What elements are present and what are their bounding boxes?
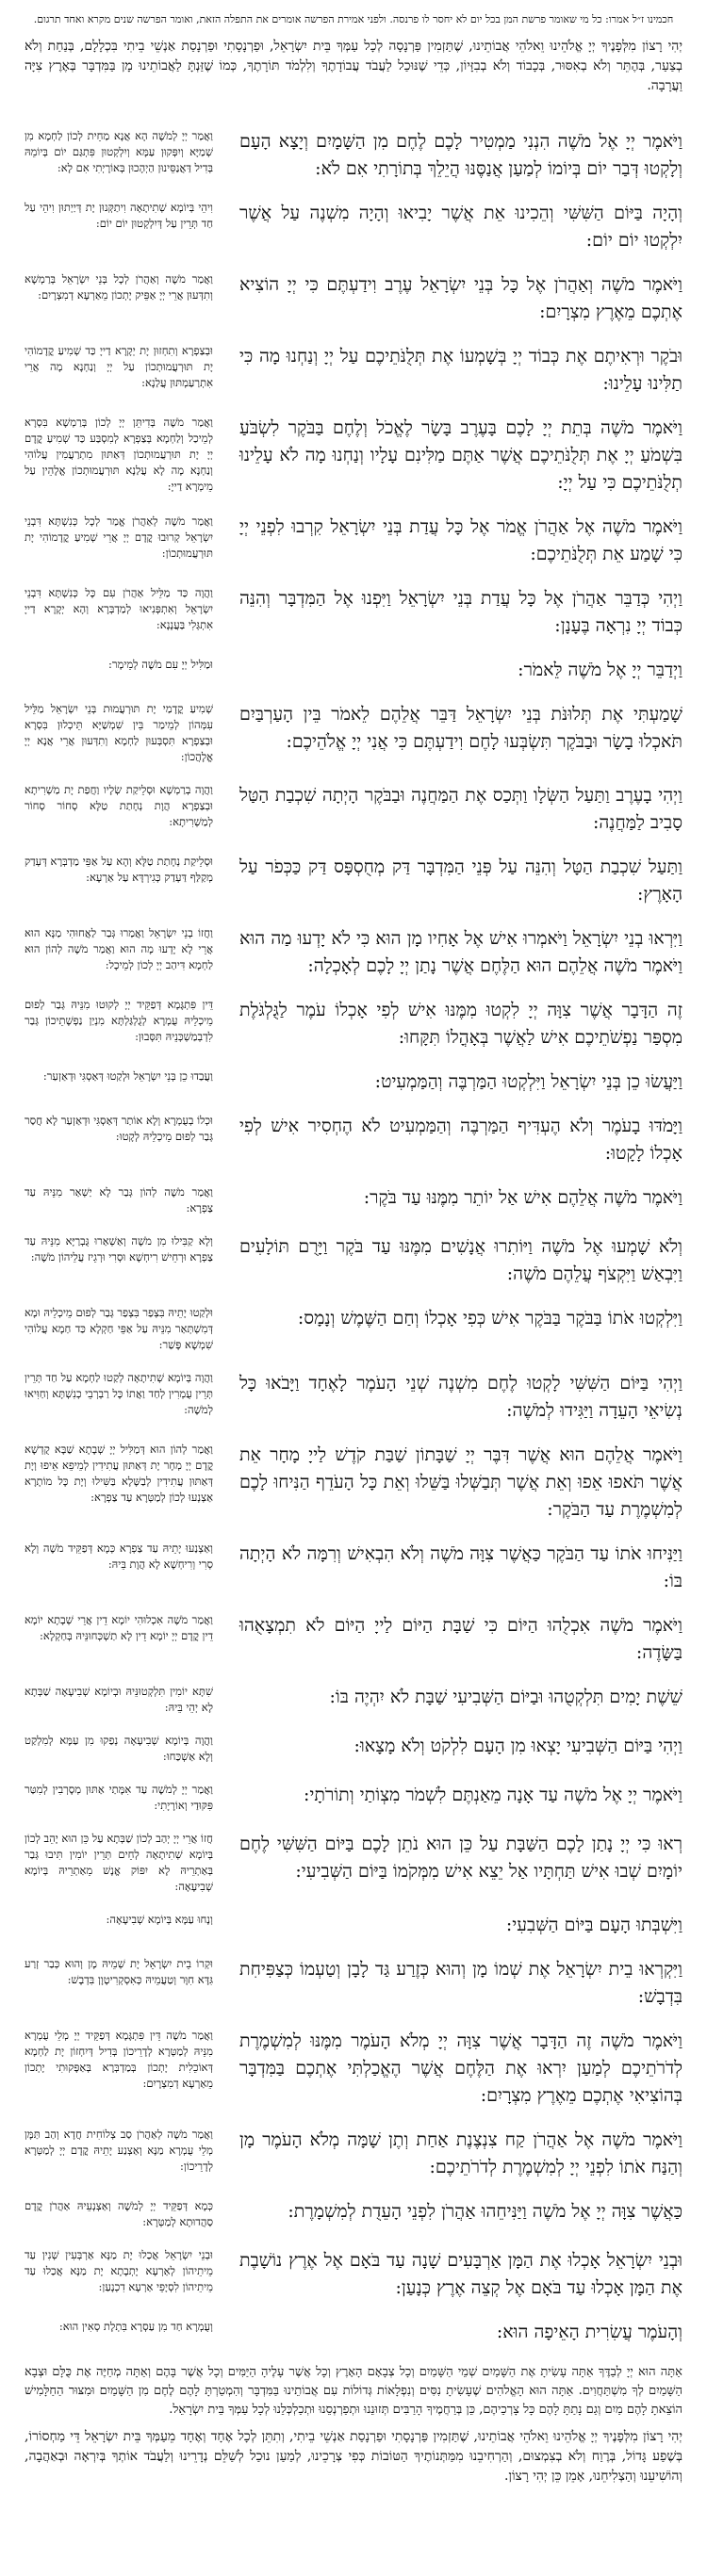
verse-text: וַיִּלְקְטוּ אֹתוֹ בַּבֹּקֶר בַּבֹּקֶר אִישׁ כְּפִי אָכְלוֹ וְחַם הַשֶּׁמֶשׁ וְנָמָס:: [297, 1308, 682, 1329]
targum-text: וַחֲזוֹ בְנֵי יִשְׂרָאֵל וַאֲמַרוּ גְּבַר לַאֲחוּהִי מַנָּא הוּא אֲרֵי לָא יָדְעוּ מָה הוּא וַאֲמַר מֹשֶׁה לְהוֹן הוּא לַחְמָא דִּיהַב יְיָ לְכוֹן לְמֵיכָל:: [25, 926, 213, 971]
targum-text: וּכְלוֹ בְעֻמְרָא וְלָא אוֹתַר דְּאַסְגִּי וּדְאַזְעַר לָא חֲסַר גְּבַר לְפוּם מֵיכְלֵיהּ לְקָטוּ:: [25, 1114, 213, 1143]
verse-text: כַּאֲשֶׁר צִוָּה יְיָ אֶל מֹשֶׁה וַיַּנִּיחֵהוּ אַהֲרֹן לִפְנֵי הָעֵדֻת לְמִשְׁמָרֶת:: [288, 2201, 682, 2222]
verse-text: וַיֹּאמֶר מֹשֶׁה אִכְלֻהוּ הַיּוֹם כִּי שַׁבָּת הַיּוֹם לַייָ הַיּוֹם לֹא תִמְצָאֻהוּ בַּשָּׂדֶה:: [239, 1615, 682, 1663]
verse-text: וּבֹקֶר וּרְאִיתֶם אֶת כְּבוֹד יְיָ בְּשָׁמְעוֹ אֶת תְּלֻנֹּתֵיכֶם עַל יְיָ וְנַחְנוּ מָה כִּי תַלִּינוּ עָלֵינוּ:: [239, 346, 682, 394]
verse-text: וַיֹּאמֶר יְיָ אֶל מֹשֶׁה הִנְנִי מַמְטִיר לָכֶם לֶחֶם מִן הַשָּׁמָיִם וְיָצָא הָעָם וְלָקְטוּ דְּבַר יוֹם בְּיוֹמוֹ לְמַעַן אֲנַסֶּנּוּ הֲיֵלֵךְ בְּתוֹרָתִי אִם לֹא:: [239, 131, 682, 179]
targum-text: חֲזוֹ אֲרֵי יְיָ יְהַב לְכוֹן שַׁבְּתָא עַל כֵּן הוּא יָהֵב לְכוֹן בְּיוֹמָא שְׁתִיתָאָה לְחֵים תְּרֵין יוֹמִין תִּיבוּ גְּבַר בְּאַתְרֵיהּ לָא יִפּוֹק אֱנָשׁ מֵאַתְרֵיהּ בְּיוֹמָא שְׁבִיעָאָה:: [25, 1832, 213, 1893]
closing-prayer: יְהִי רָצוֹן מִלְּפָנֶיךָ יְיָ אֱלֹהֵינוּ וֵאלֹהֵי אֲבוֹתֵינוּ, שֶׁתַּזְמִין פַּרְנָסָתִי וּפַרְנָסַת אַנְשֵׁי בֵיתִי, וְתִתֵּן לְכָל אֶחָד וְאֶחָד מֵעַמְּךָ בֵּית יִשְׂרָאֵל דֵּי מַחְסוֹרוֹ, בְּשֶׁפַע גָּדוֹל, בְּרֶוַח וְלֹא בְצִמְצוּם, וְהַרְחִיבֵנוּ מִמַּתְּנוֹתֶיךָ הַטּוֹבוֹת כְּפִי צְרָכֵינוּ, לְמַעַן נוּכַל לְשַׁלֵּם נְדָרֵינוּ וְלַעֲבֹד אוֹתְךָ בְּיִרְאָה וּבְאַהֲבָה, וְהוֹשִׁיעֵנוּ וְהַצְלִיחֵנוּ, אָמֵן כֵּן יְהִי רָצוֹן.: [25, 2429, 682, 2484]
verse-row: [25, 343, 682, 398]
verse-text: וַיֹּאמֶר מֹשֶׁה בְּתֵת יְיָ לָכֶם בָּעֶרֶב בָּשָׂר לֶאֱכֹל וְלֶחֶם בַּבֹּקֶר לִשְׂבֹּעַ בִּשְׁמֹעַ יְיָ אֶת תְּלֻנֹּתֵיכֶם אֲשֶׁר אַתֶּם מַלִּינִם עָלָיו וְנַחְנוּ מָה לֹא עָלֵינוּ תְלֻנֹּתֵיכֶם כִּי עַל יְיָ:: [239, 417, 682, 493]
verse-row: [25, 415, 682, 497]
targum-text: וּבְצַפְרָא וְתִחְזוּן יָת יְקָרָא דַייָ כַּד שְׁמִיעַ קֳדָמוֹהִי יָת תּוּרְעֲמוּתְכוֹן עַל יְיָ וְנַחְנָא מָה אֲרֵי אִתְרַעַמְתּוּן עֲלַנָא:: [25, 344, 213, 389]
page: [25, 11, 682, 2486]
targum-text: וַאֲמַר מֹשֶׁה וְאַהֲרֹן לְכָל בְּנֵי יִשְׂרָאֵל בְּרַמְשָׁא וְתִדְּעוּן אֲרֵי יְיָ אַפֵּיק יָתְכוֹן מֵאַרְעָא דְמִצְרָיִם:: [25, 272, 213, 302]
targum-text: דֵּין פִּתְגָּמָא דְּפַקֵּיד יְיָ לְקוּטוּ מִנֵּיהּ גְּבַר לְפוּם מֵיכְלֵיהּ עֻמְרָא לְגֻלְגַּלְתָּא מִנְיַן נַפְשָׁתֵיכוֹן גְּבַר לִדְבְמַשְׁכְּנֵיהּ תִּסְּבוּן:: [25, 998, 213, 1043]
verse-row: [25, 128, 682, 183]
verse-text: וַיַּעֲשׂוּ כֵן בְּנֵי יִשְׂרָאֵל וַיִּלְקְטוּ הַמַּרְבֶּה וְהַמַּמְעִיט:: [374, 1071, 682, 1092]
targum-text: וַאֲמַר מֹשֶׁה לְהוֹן גְּבַר לָא יַשְׁאַר מִנֵּיהּ עַד צַפְרָא:: [25, 1185, 213, 1215]
targum-text: וַאֲמַר מֹשֶׁה דֵּין פִּתְגָּמָא דְּפַקֵּיד יְיָ מְלֵי עֻמְרָא מִנֵּיהּ לְמַטְּרָא לְדָרֵיכוֹן בְּדִיל דְּיִחְזוֹן יָת לַחְמָא דְּאוֹכֵלִית יָתְכוֹן בְּמַדְבְּרָא בְּאַפָּקוּתִי יָתְכוֹן מֵאַרְעָא דְמִצְרָיִם:: [25, 2029, 213, 2090]
verse-row: [25, 1184, 682, 1216]
targum-text: שְׁמִיעַ קֳדָמַי יָת תּוּרְעֲמוּת בְּנֵי יִשְׂרָאֵל מַלֵּיל עִמְּהוֹן לְמֵימַר בֵּין שִׁמְשַׁיָּא תֵּיכְלוּן בִּסְרָא וּבְצַפְרָא תִּסְבְּעוּן לַחְמָא וְתִדְּעוּן אֲרֵי אֲנָא יְיָ אֱלָהֲכוֹן:: [25, 702, 213, 763]
verse-row: [25, 1782, 682, 1814]
targum-text: וַעֲבַדוּ כֵן בְּנֵי יִשְׂרָאֵל וּלְקַטוּ דְּאַסְגִּי וּדְאַזְעַר:: [42, 1069, 213, 1083]
verse-row: [25, 997, 682, 1052]
verse-row: [25, 1541, 682, 1595]
targum-text: וּמַלִּיל יְיָ עִם מֹשֶׁה לְמֵימָר:: [108, 658, 213, 671]
verse-row: [25, 271, 682, 326]
targum-text: שִׁתָּא יוֹמִין תִּלְקְטוּנֵּיהּ וּבְיוֹמָא שְׁבִיעָאָה שַׁבְּתָא לָא יְהֵי בֵּיהּ:: [25, 1685, 213, 1714]
targum-text: וַאֲמַר מֹשֶׁה בְּדִיתֵּן יְיָ לְכוֹן בְּרַמְשָׁא בִּסְרָא לְמֵיכַל וְלַחְמָא בְּצַפְרָא לְמִסְבַּע כַּד שְׁמִיעַ קֳדָם יְיָ יָת תּוּרְעֲמוּתְכוֹן דְּאַתּוּן מִתְרַעֲמִין עֲלוֹהִי וְנַחְנָא מָה לָא עֲלַנָא תּוּרְעֲמוּתְכוֹן אֱלָהֵין עַל מֵימְרָא דַייָ:: [25, 416, 213, 493]
opening-prayer: יְהִי רָצוֹן מִלְּפָנֶיךָ יְיָ אֱלֹהֵינוּ וֵאלֹהֵי אֲבוֹתֵינוּ, שֶׁתַּזְמִין פַּרְנָסָה לְכָל עַמְּךָ בֵּית יִשְׂרָאֵל, וּפַרְנָסָתִי וּפַרְנָסַת אַנְשֵׁי בֵיתִי בִּכְלָלָם, בְּנַחַת וְלֹא בְצַעַר, בְּהֶתֵּר וְלֹא בְאִסּוּר, בְּכָבוֹד וְלֹא בְבִזָּיוֹן, כְּדֵי שֶׁנּוּכַל לַעֲבֹד עֲבוֹדָתֶךָ וְלִלְמֹד תּוֹרָתֶךָ, כְּמוֹ שֶׁזַּנְתָּ לַאֲבוֹתֵינוּ מָן בַּמִּדְבָּר בְּאֶרֶץ צִיָּה וַעֲרָבָה.: [25, 39, 682, 93]
verse-text: וְלֹא שָׁמְעוּ אֶל מֹשֶׁה וַיּוֹתִרוּ אֲנָשִׁים מִמֶּנּוּ עַד בֹּקֶר וַיָּרֻם תּוֹלָעִים וַיִּבְאַשׁ וַיִּקְצֹף עֲלֵהֶם מֹשֶׁה:: [239, 1236, 682, 1284]
verse-row: [25, 1113, 682, 1167]
verse-text: וַיֹּאמֶר מֹשֶׁה אֶל אַהֲרֹן אֱמֹר אֶל כָּל עֲדַת בְּנֵי יִשְׂרָאֵל קִרְבוּ לִפְנֵי יְיָ כִּי שָׁמַע אֵת תְּלֻנֹּתֵיכֶם:: [239, 516, 682, 564]
verse-text: וַיִּקְרְאוּ בֵית יִשְׂרָאֵל אֶת שְׁמוֹ מָן וְהוּא כְּזֶרַע גַּד לָבָן וְטַעְמוֹ כְּצַפִּיחִת בִּדְבָשׁ:: [239, 1959, 682, 2007]
verse-text: וַיֹּאמֶר מֹשֶׁה אֶל אַהֲרֹן קַח צִנְצֶנֶת אַחַת וְתֶן שָׁמָּה מְלֹא הָעֹמֶר מָן וְהַנַּח אֹתוֹ לִפְנֵי יְיָ לְמִשְׁמֶרֶת לְדֹרֹתֵיכֶם:: [239, 2129, 682, 2177]
verse-text: שֵׁשֶׁת יָמִים תִּלְקְטֻהוּ וּבַיּוֹם הַשְּׁבִיעִי שַׁבָּת לֹא יִהְיֶה בּוֹ:: [329, 1687, 682, 1707]
verse-row: [25, 1068, 682, 1096]
verse-text: רְאוּ כִּי יְיָ נָתַן לָכֶם הַשַּׁבָּת עַל כֵּן הוּא נֹתֵן לָכֶם בַּיּוֹם הַשִּׁשִּׁי לֶחֶם יוֹמָיִם שְׁבוּ אִישׁ תַּחְתָּיו אַל יֵצֵא אִישׁ מִמְּקֹמוֹ בַּיּוֹם הַשְּׁבִיעִי:: [239, 1834, 682, 1882]
targum-text: וְלָא קַבִּילוּ מִן מֹשֶׁה וְאַשְׁאַרוּ גֻּבְרַיָּא מִנֵּיהּ עַד צַפְרָא וּרְחֵישׁ רִיחְשָׁא וּסְרִי וּרְגֵיז עֲלֵיהוֹן מֹשֶׁה:: [25, 1234, 213, 1264]
verse-text: וַיֹּאמֶר אֲלֵהֶם הוּא אֲשֶׁר דִּבֶּר יְיָ שַׁבָּתוֹן שַׁבַּת קֹדֶשׁ לַייָ מָחָר אֵת אֲשֶׁר תֹּאפוּ אֵפוּ וְאֵת אֲשֶׁר תְּבַשְּׁלוּ בַּשֵּׁלוּ וְאֵת כָּל הָעֹדֵף הַנִּיחוּ לָכֶם לְמִשְׁמֶרֶת עַד הַבֹּקֶר:: [239, 1444, 682, 1520]
targum-text: וַאֲמַר מֹשֶׁה לְאַהֲרֹן אֱמַר לְכָל כְּנִשְׁתָּא דִּבְנֵי יִשְׂרָאֵל קְרוּבוּ קֳדָם יְיָ אֲרֵי שְׁמִיעַ קֳדָמוֹהִי יָת תּוּרְעֲמוּתְכוֹן:: [25, 514, 213, 560]
verse-text: וּבְנֵי יִשְׂרָאֵל אָכְלוּ אֶת הַמָּן אַרְבָּעִים שָׁנָה עַד בֹּאָם אֶל אֶרֶץ נוֹשָׁבֶת אֶת הַמָּן אָכְלוּ עַד בֹּאָם אֶל קְצֵה אֶרֶץ כְּנָעַן:: [239, 2250, 682, 2298]
verse-text: וַיְהִי כְּדַבֵּר אַהֲרֹן אֶל כָּל עֲדַת בְּנֵי יִשְׂרָאֵל וַיִּפְנוּ אֶל הַמִּדְבָּר וְהִנֵּה כְּבוֹד יְיָ נִרְאָה בֶּעָנָן:: [239, 588, 682, 636]
targum-text: וַהֲוָה בְּיוֹמָא שְׁתִיתָאָה לְקַטוּ לַחְמָא עַל חַד תְּרֵין תְּרֵין עֻמְרִין לְחַד וַאֲתוֹ כָּל רַבְרְבֵי כְנִשְׁתָּא וְחַוִּיאוּ לְמֹשֶׁה:: [25, 1371, 213, 1416]
verse-text: וַיִּשְׁבְּתוּ הָעָם בַּיּוֹם הַשְּׁבִעִי:: [505, 1915, 682, 1935]
verse-row: [25, 2247, 682, 2302]
verse-text: וַיֹּאמֶר מֹשֶׁה אֲלֵהֶם אִישׁ אַל יוֹתֵר מִמֶּנּוּ עַד בֹּקֶר:: [363, 1187, 682, 1208]
targum-text: וַהֲוָה בְּיוֹמָא שְׁבִיעָאָה נְפַקוּ מִן עַמָּא לְמִלְקַט וְלָא אַשְׁכַּחוּ:: [25, 1734, 213, 1763]
verse-row: [25, 1233, 682, 1288]
verse-row: [25, 701, 682, 765]
verse-row: [25, 657, 682, 684]
verse-text: זֶה הַדָּבָר אֲשֶׁר צִוָּה יְיָ לִקְטוּ מִמֶּנּוּ אִישׁ לְפִי אָכְלוֹ עֹמֶר לַגֻּלְגֹּלֶת מִסְפַּר נַפְשֹׁתֵיכֶם אִישׁ לַאֲשֶׁר בְּאָהֳלוֹ תִּקָּחוּ:: [239, 1000, 682, 1048]
targum-text: וּקְרוֹ בֵית יִשְׂרָאֵל יָת שְׁמֵיהּ מָן וְהוּא כְּבַר זְרַע גִּדָּא חִוָּר וְטַעֲמֵיהּ כְּאִסְקְרִיטָוָן בִּדְבָשׁ:: [25, 1957, 213, 1986]
verse-row: [25, 585, 682, 640]
targum-text: כְּמָא דְּפַקֵּיד יְיָ לְמֹשֶׁה וְאַצְנְעֵיהּ אַהֲרֹן קֳדָם סַהֲדוּתָא לְמַטְּרָא:: [25, 2199, 213, 2228]
verse-row: [25, 2198, 682, 2230]
targum-text: וּבְנֵי יִשְׂרָאֵל אֲכַלוּ יָת מַנָּא אַרְבְּעִין שְׁנִין עַד מֵיתֵיהוֹן לְאַרְעָא יָתְבָתָא יָת מַנָּא אֲכַלוּ עַד מֵיתֵיהוֹן לִסְיָפֵי אַרְעָא דִכְנָעַן:: [25, 2248, 213, 2293]
verse-row: [25, 1733, 682, 1765]
verse-text: וַיֹּאמֶר מֹשֶׁה זֶה הַדָּבָר אֲשֶׁר צִוָּה יְיָ מְלֹא הָעֹמֶר מִמֶּנּוּ לְמִשְׁמֶרֶת לְדֹרֹתֵיכֶם לְמַעַן יִרְאוּ אֶת הַלֶּחֶם אֲשֶׁר הֶאֱכַלְתִּי אֶתְכֶם בַּמִּדְבָּר בְּהוֹצִיאִי אֶתְכֶם מֵאֶרֶץ מִצְרָיִם:: [239, 2030, 682, 2106]
verse-row: [25, 1305, 682, 1353]
verse-text: וַיַּנִּיחוּ אֹתוֹ עַד הַבֹּקֶר כַּאֲשֶׁר צִוָּה מֹשֶׁה וְלֹא הִבְאִישׁ וְרִמָּה לֹא הָיְתָה בּוֹ:: [239, 1543, 682, 1591]
targum-text: וַאֲמַר לְהוֹן הוּא דְּמַלִּיל יְיָ שְׁבָתָא שַׁבָּא קֻדְשָׁא קֳדָם יְיָ מְחָר יָת דְּאַתּוּן עֲתִידִין לְמֵיפֵא אֵיפוּ וְיָת דְּאַתּוּן עֲתִידִין לְבַשָּׁלָא בַּשִּׁילוּ וְיָת כָּל מוֹתָרָא אַצְנְעוּ לְכוֹן לְמַטְּרָא עַד צַפְרָא:: [25, 1443, 213, 1504]
verse-text: וַיֹּאמֶר יְיָ אֶל מֹשֶׁה עַד אָנָה מֵאַנְתֶּם לִשְׁמֹר מִצְוֹתַי וְתוֹרֹתָי:: [304, 1785, 682, 1805]
verse-text: וְהָעֹמֶר עֲשִׂרִית הָאֵיפָה הוּא:: [496, 2322, 682, 2342]
verse-list: [25, 128, 682, 2346]
targum-text: וּסְלֵיקַת נְחָתַת טַלָּא וְהָא עַל אַפֵּי מַדְבְּרָא דְּעְדַק מְקַלַּף דַּעְדַק כְּגִירְדָּא עַל אַרְעָא:: [25, 855, 213, 884]
verse-row: [25, 1370, 682, 1425]
verse-row: [25, 200, 682, 254]
verse-row: [25, 1956, 682, 2011]
targum-text: וִיהֵי בְּיוֹמָא שְׁתִיתָאָה וִיתַקְּנוּן יָת דְּיַיְתוּן וִיהֵי עַל חַד תְּרֵין עַל דְּיִלְקְטוּן יוֹם יוֹם:: [25, 201, 213, 230]
verse-text: וְהָיָה בַּיּוֹם הַשִּׁשִּׁי וְהֵכִינוּ אֵת אֲשֶׁר יָבִיאוּ וְהָיָה מִשְׁנֶה עַל אֲשֶׁר יִלְקְטוּ יוֹם יוֹם:: [239, 203, 682, 251]
verse-row: [25, 782, 682, 837]
targum-text: וּלְקַטוּ יָתֵיהּ בִּצְפַר בִּצְפַר גְּבַר לְפוּם מֵיכְלֵיהּ וּמָא דְּמִשְׁתְּאַר מִנֵּיהּ עַל אַפֵּי חַקְלָא כַּד חַמָא עֲלוֹהִי שִׁמְשָׁא פָּשַׁר:: [25, 1306, 213, 1351]
targum-text: וַהֲוָה בְרַמְשָׁא וּסְלֵיקַת שְׂלָיו וַחֲפַת יָת מַשְׁרִיתָא וּבְצַפְרָא הֲוָת נְחָתַת טַלָּא סְחוֹר סְחוֹר לְמַשְׁרִיתָא:: [25, 783, 213, 828]
verse-row: [25, 2028, 682, 2110]
targum-text: וְנָחוּ עַמָּא בְּיוֹמָא שְׁבִיעָאָה:: [106, 1913, 213, 1926]
verse-text: וַיְהִי בַּיּוֹם הַשְּׁבִיעִי יָצְאוּ מִן הָעָם לִלְקֹט וְלֹא מָצָאוּ:: [354, 1736, 682, 1756]
verse-text: וַתַּעַל שִׁכְבַת הַטָּל וְהִנֵּה עַל פְּנֵי הַמִּדְבָּר דַּק מְחֻסְפָּס דַּק כַּכְּפֹר עַל הָאָרֶץ:: [239, 856, 682, 905]
verse-row: [25, 854, 682, 908]
targum-text: וַאֲמַר יְיָ לְמֹשֶׁה עַד אִמָּתַי אַתּוּן מְסָרְבִין לְמִטַּר פִּקּוּדַי וְאוֹרָיָתִי:: [25, 1783, 213, 1812]
closing-passage: אַתָּה הוּא יְיָ לְבַדֶּךָ אַתָּה עָשִׂיתָ אֶת הַשָּׁמַיִם שְׁמֵי הַשָּׁמַיִם וְכָל צְבָאָם הָאָרֶץ וְכָל אֲשֶׁר עָלֶיהָ הַיַּמִּים וְכָל אֲשֶׁר בָּהֶם וְאַתָּה מְחַיֶּה אֶת כֻּלָּם וּצְבָא הַשָּׁמַיִם לְךָ מִשְׁתַּחֲוִים. אַתָּה הוּא הָאֱלֹהִים שֶׁעָשִׂיתָ נִסִּים וְנִפְלָאוֹת גְּדוֹלוֹת עִם אֲבוֹתֵינוּ בַּמִּדְבָּר וְהִמְטַרְתָּ לָהֶם לֶחֶם מִן הַשָּׁמַיִם וּמִצּוּר הַחַלָּמִישׁ הוֹצֵאתָ לָהֶם מַיִם וְגַם נָתַתָּ לָהֶם כָּל צָרְכֵיהֶם, כֵּן בְּרַחֲמֶיךָ הָרַבִּים תְּזוּנֵנוּ וּתְפַרְנְסֵנוּ וּתְכַלְכְּלֵנוּ לְכָל עַמְּךָ בֵּית יִשְׂרָאֵל.: [25, 2365, 682, 2417]
intro-note: חכמינו ז״ל אמרו: כל מי שאומר פרשת המן בכל יום לא יחסר לו פרנסה. ולפני אמירת הפרשה אומרים את התפלה הזאת, ואומר הפרשה שנים מקרא ואחד תרגום.: [33, 13, 674, 25]
verse-row: [25, 1684, 682, 1716]
verse-row: [25, 2319, 682, 2346]
targum-text: וְאַצְנַעוּ יָתֵיהּ עַד צַפְרָא כְּמָא דְּפַקֵּיד מֹשֶׁה וְלָא סְרִי וְרִיחְשָׁא לָא הֲוָת בֵּיהּ:: [25, 1541, 213, 1571]
verse-text: וַיְהִי בַּיּוֹם הַשִּׁשִּׁי לָקְטוּ לֶחֶם מִשְׁנֶה שְׁנֵי הָעֹמֶר לָאֶחָד וַיָּבֹאוּ כָּל נְשִׂיאֵי הָעֵדָה וַיַּגִּידוּ לְמֹשֶׁה:: [239, 1373, 682, 1421]
verse-text: שָׁמַעְתִּי אֶת תְּלוּנֹּת בְּנֵי יִשְׂרָאֵל דַּבֵּר אֲלֵהֶם לֵאמֹר בֵּין הָעַרְבַּיִם תֹּאכְלוּ בָשָׂר וּבַבֹּקֶר תִּשְׂבְּעוּ לָחֶם וִידַעְתֶּם כִּי אֲנִי יְיָ אֱלֹהֵיכֶם:: [239, 704, 682, 752]
verse-text: וַיָּמֹדּוּ בָעֹמֶר וְלֹא הֶעְדִּיף הַמַּרְבֶּה וְהַמַּמְעִיט לֹא הֶחְסִיר אִישׁ לְפִי אָכְלוֹ לָקָטוּ:: [239, 1116, 682, 1164]
verse-row: [25, 1831, 682, 1895]
verse-row: [25, 1442, 682, 1524]
verse-text: וַיֹּאמֶר מֹשֶׁה וְאַהֲרֹן אֶל כָּל בְּנֵי יִשְׂרָאֵל עֶרֶב וִידַעְתֶּם כִּי יְיָ הוֹצִיא אֶתְכֶם מֵאֶרֶץ מִצְרָיִם:: [239, 274, 682, 322]
verse-row: [25, 1612, 682, 1667]
targum-text: וַאֲמַר יְיָ לְמֹשֶׁה הָא אֲנָא מַחֵית לְכוֹן לַחְמָא מִן שְׁמַיָּא וְיִפְּקוּן עַמָּא וְיִלְקְטוּן פִּתְגַּם יוֹם בְּיוֹמֵהּ בְּדִיל דַּאֲנַסֵּינוּן הַיְהָכוּן בְּאוֹרָיְתִי אִם לָא:: [25, 129, 213, 174]
targum-text: וְעֻמְרָא חַד מִן עַסְרָא בִּתְלָת סְאִין הוּא:: [58, 2320, 213, 2333]
verse-row: [25, 514, 682, 568]
verse-row: [25, 1912, 682, 1939]
verse-row: [25, 925, 682, 980]
targum-text: וַהֲוָה כַּד מַלֵּיל אַהֲרֹן עִם כָּל כְּנִשְׁתָּא דִּבְנֵי יִשְׂרָאֵל וְאִתְפְּנִיאוּ לְמַדְבְּרָא וְהָא יְקָרָא דַייָ אִתְגְּלִי בַּעֲנָנָא:: [25, 586, 213, 631]
verse-text: וַיְדַבֵּר יְיָ אֶל מֹשֶׁה לֵּאמֹר:: [518, 660, 682, 680]
targum-text: וַאֲמַר מֹשֶׁה אִכְלוּהִי יוֹמָא דֵין אֲרֵי שְׁבָתָא יוֹמָא דֵין קֳדָם יְיָ יוֹמָא דֵין לָא תַשְׁכְּחוּנֵּיהּ בְּחַקְלָא:: [25, 1613, 213, 1642]
verse-row: [25, 2127, 682, 2181]
verse-text: וַיִּרְאוּ בְנֵי יִשְׂרָאֵל וַיֹּאמְרוּ אִישׁ אֶל אָחִיו מָן הוּא כִּי לֹא יָדְעוּ מַה הוּא וַיֹּאמֶר מֹשֶׁה אֲלֵהֶם הוּא הַלֶּחֶם אֲשֶׁר נָתַן יְיָ לָכֶם לְאָכְלָה:: [239, 928, 682, 976]
verse-text: וַיְהִי בָעֶרֶב וַתַּעַל הַשְּׂלָו וַתְּכַס אֶת הַמַּחֲנֶה וּבַבֹּקֶר הָיְתָה שִׁכְבַת הַטַּל סָבִיב לַמַּחֲנֶה:: [239, 785, 682, 833]
targum-text: וַאֲמַר מֹשֶׁה לְאַהֲרֹן סַב צְלוֹחִית חֲדָא וְהַב תַּמָּן מְלֵי עֻמְרָא מַנָּא וְאַצְנַע יָתֵיהּ קֳדָם יְיָ לְמַטְּרָא לְדָרֵיכוֹן:: [25, 2128, 213, 2173]
